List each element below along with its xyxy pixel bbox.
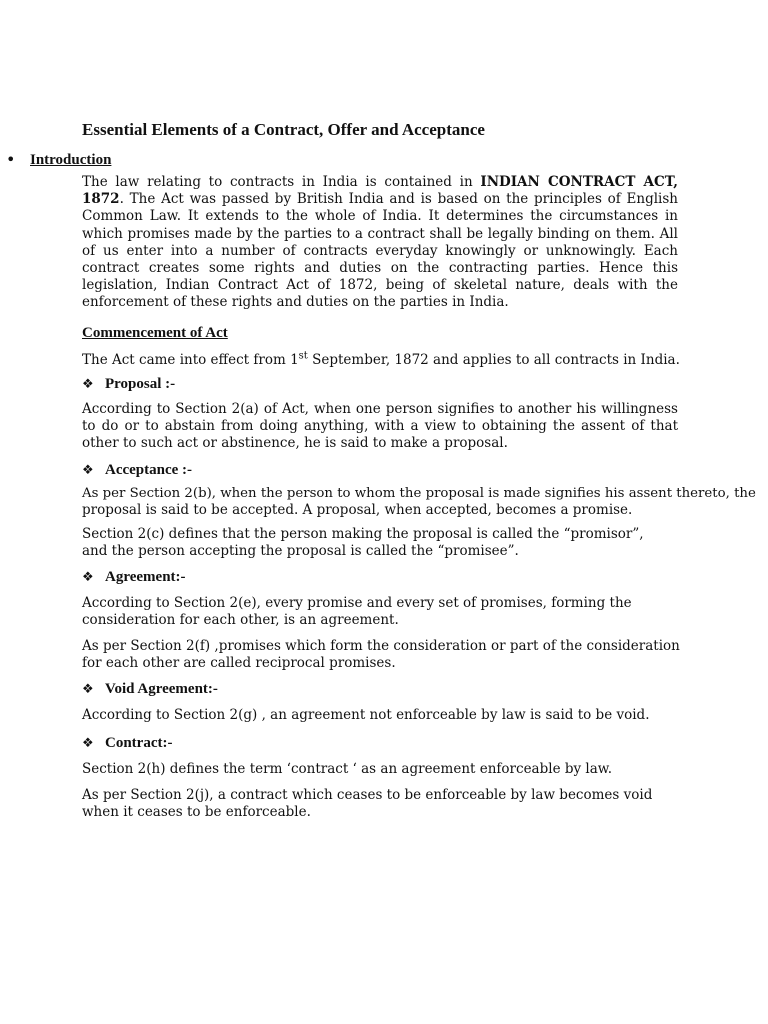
agreement-line-2: consideration for each other, is an agreement. bbox=[82, 612, 399, 629]
void-agreement-heading: Void Agreement:- bbox=[105, 681, 218, 697]
proposal-heading: Proposal :- bbox=[105, 376, 176, 392]
promisor-line-1: Section 2(c) defines that the person making the proposal is called the “promisor”, bbox=[82, 526, 644, 542]
diamond-bullet-icon: ❖ bbox=[82, 377, 94, 392]
diamond-bullet-icon: ❖ bbox=[82, 570, 94, 585]
reciprocal-line-2: for each other are called reciprocal promises. bbox=[82, 655, 396, 672]
agreement-paragraph bbox=[82, 595, 762, 629]
intro-act-name: INDIAN CONTRACT ACT, 1872 bbox=[82, 174, 678, 208]
promisor-line-2: and the person accepting the proposal is called the “promisee”. bbox=[82, 543, 519, 560]
bullet-icon: • bbox=[6, 150, 16, 169]
acceptance-heading: Acceptance :- bbox=[105, 462, 193, 478]
acceptance-paragraph bbox=[82, 485, 768, 519]
ordinal-suffix: st bbox=[298, 350, 308, 362]
acceptance-line-2: proposal is said to be accepted. A proposal, when accepted, becomes a promise. bbox=[82, 502, 633, 519]
commencement-paragraph bbox=[82, 352, 762, 369]
diamond-bullet-icon: ❖ bbox=[82, 736, 94, 751]
contract-void-paragraph bbox=[82, 787, 762, 821]
contract-heading: Contract:- bbox=[105, 735, 173, 751]
agreement-heading: Agreement:- bbox=[105, 569, 186, 585]
contract-void-line-1: As per Section 2(j), a contract which ceases to be enforceable by law becomes void bbox=[82, 787, 653, 803]
reciprocal-line-1: As per Section 2(f) ,promises which form the consideration or part of the consideration bbox=[82, 638, 680, 654]
document-title: Essential Elements of a Contract, Offer and Acceptance bbox=[82, 120, 485, 139]
agreement-line-1: According to Section 2(e), every promise and every set of promises, forming the bbox=[82, 595, 632, 611]
intro-text-start: The law relating to contracts in India is contained in bbox=[82, 174, 481, 190]
commencement-text-start: The Act came into effect from 1 bbox=[82, 352, 299, 368]
contract-void-line-2: when it ceases to be enforceable. bbox=[82, 804, 311, 821]
introduction-paragraph bbox=[82, 174, 678, 312]
acceptance-line-1: As per Section 2(b), when the person to whom the proposal is made signifies his assent thereto, the bbox=[82, 486, 756, 501]
diamond-bullet-icon: ❖ bbox=[82, 682, 94, 697]
diamond-bullet-icon: ❖ bbox=[82, 463, 94, 478]
intro-text-rest: . The Act was passed by British India and is based on the principles of English Common Law. It extends to the whole of India. It determines the circumstances in which promises made by the parties to a contract shall be legally binding on them. All of us enter into a number of contracts everyday knowingly or unknowingly. Each contract creates some rights and duties on the contracting parties. Hence this legislation, Indian Contract Act of 1872, being of skeletal nature, deals with the enforcement of these rights and duties on the parties in India. bbox=[82, 191, 678, 311]
void-agreement-paragraph: According to Section 2(g) , an agreement not enforceable by law is said to be void. bbox=[82, 707, 650, 723]
contract-definition-paragraph: Section 2(h) defines the term ‘contract ‘ as an agreement enforceable by law. bbox=[82, 761, 613, 777]
reciprocal-promises-paragraph bbox=[82, 638, 762, 672]
promisor-paragraph bbox=[82, 526, 762, 560]
commencement-heading: Commencement of Act bbox=[82, 325, 228, 341]
introduction-heading: Introduction bbox=[30, 152, 112, 168]
commencement-text-rest: September, 1872 and applies to all contracts in India. bbox=[307, 352, 680, 368]
proposal-paragraph: According to Section 2(a) of Act, when one person signifies to another his willingness to do or to abstain from doing anything, with a view to obtaining the assent of that other to such act or abstinence, he is said to make a proposal. bbox=[82, 401, 678, 452]
